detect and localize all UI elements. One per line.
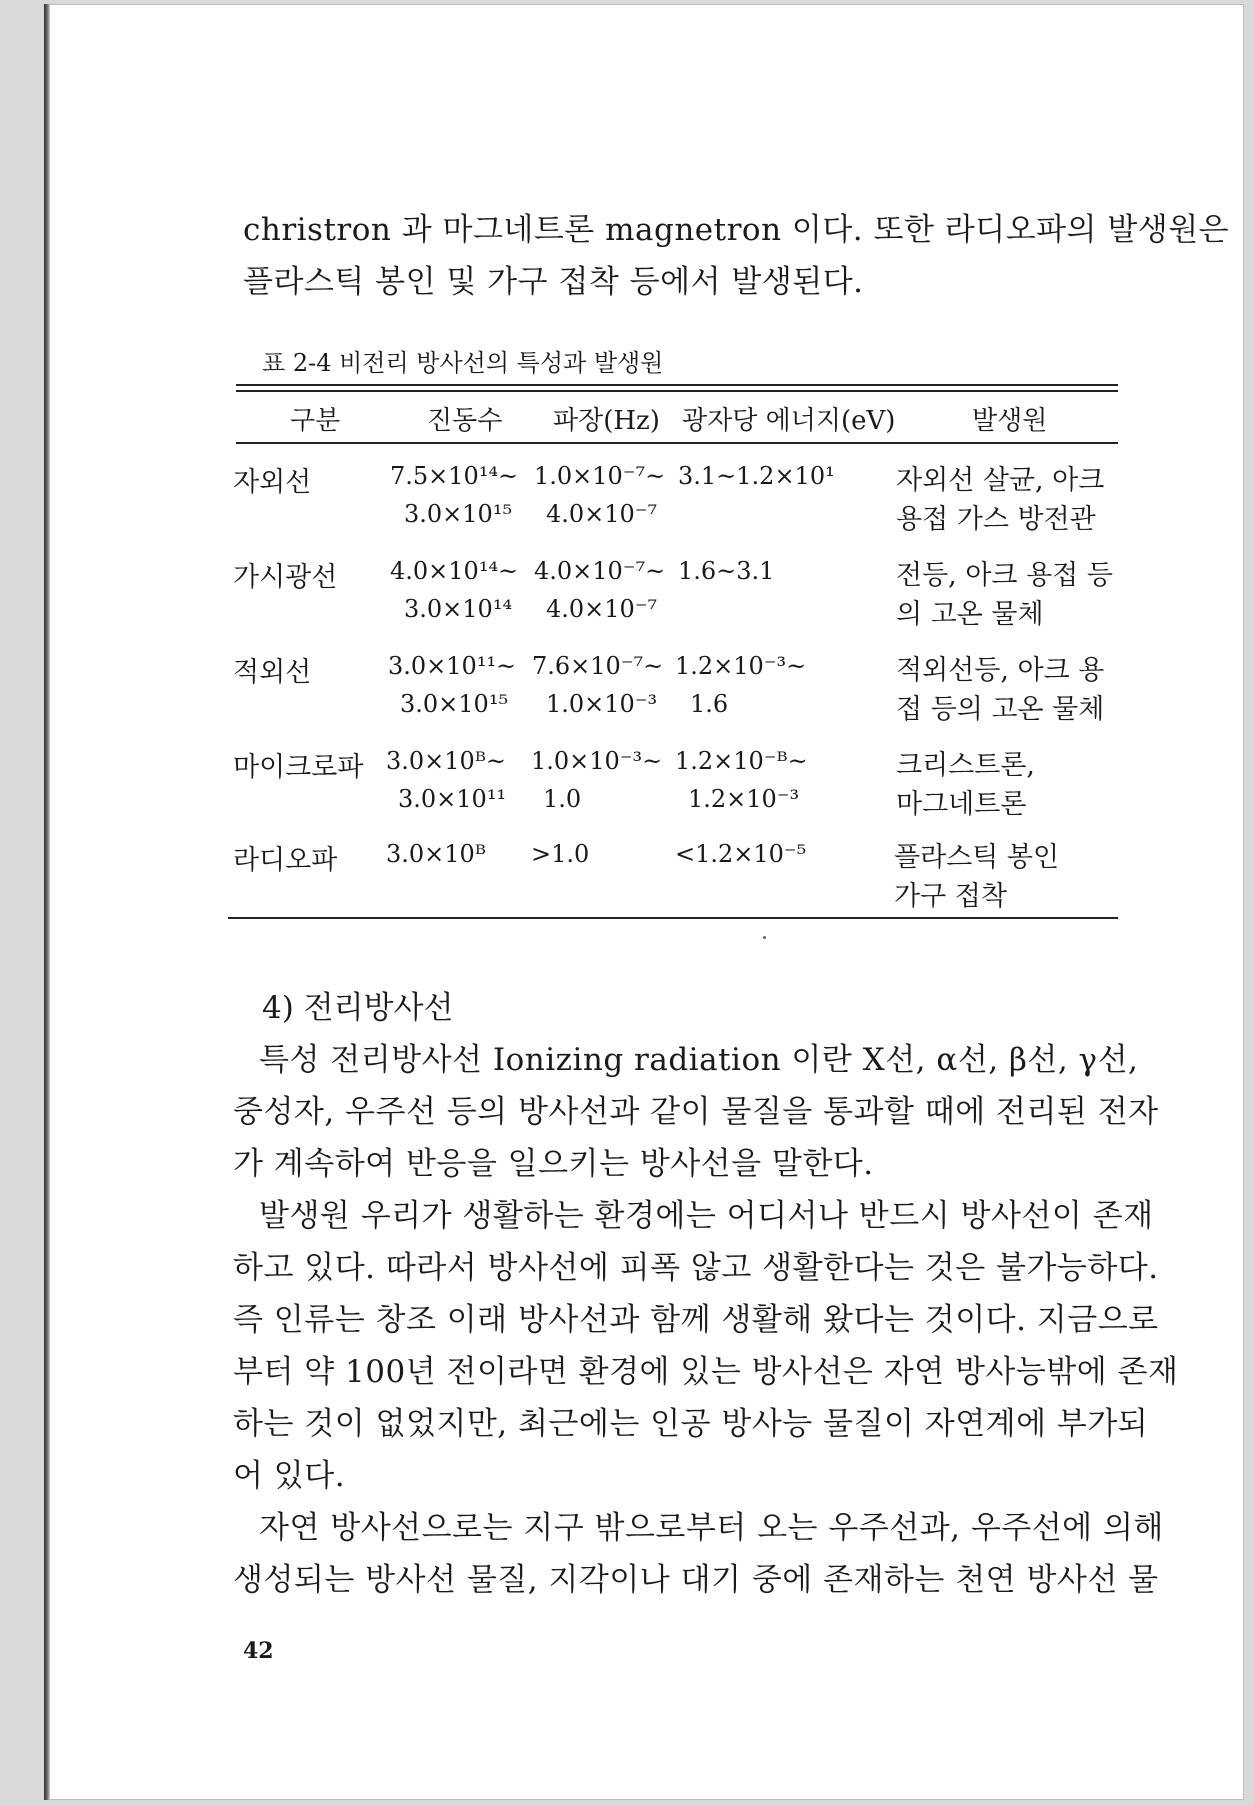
table-cell-energy: <1.2×10⁻⁵ (675, 840, 807, 868)
table-cell-source: 적외선등, 아크 용 (896, 655, 1105, 686)
table-cell-frequency: 7.5×10¹⁴~ (390, 462, 519, 490)
table-cell-wavelength: 4.0×10⁻⁷ (546, 595, 658, 623)
table-cell-frequency: 3.0×10¹¹~ (388, 652, 517, 680)
table-top-rule (236, 390, 1118, 392)
table-cell-wavelength: 4.0×10⁻⁷~ (534, 557, 666, 585)
table-row-name: 마이크로파 (233, 752, 364, 783)
table-cell-source: 자외선 살균, 아크 (896, 465, 1105, 496)
table-cell-source: 전등, 아크 용접 등 (896, 560, 1113, 591)
table-cell-frequency: 3.0×10¹¹ (398, 785, 507, 813)
page-number: 42 (243, 1638, 274, 1664)
table-cell-source: 플라스틱 봉인 (894, 842, 1060, 873)
body-line: 부터 약 100년 전이라면 환경에 있는 방사선은 자연 방사능밖에 존재 (233, 1354, 1179, 1390)
table-cell-frequency: 3.0×10¹⁵ (404, 500, 513, 528)
table-row-name: 자외선 (233, 467, 312, 498)
table-row-name: 가시광선 (233, 562, 338, 593)
body-line: 발생원 우리가 생활하는 환경에는 어디서나 반드시 방사선이 존재 (259, 1198, 1154, 1234)
table-cell-wavelength: 1.0 (543, 785, 582, 813)
table-cell-energy: 1.2×10⁻ᴮ~ (675, 747, 808, 775)
table-cell-source: 접 등의 고온 물체 (896, 694, 1105, 725)
table-cell-wavelength: 4.0×10⁻⁷ (546, 500, 658, 528)
table-cell-frequency: 3.0×10¹⁴ (404, 595, 513, 623)
table-cell-source: 용접 가스 방전관 (896, 504, 1096, 535)
body-line: 하는 것이 없었지만, 최근에는 인공 방사능 물질이 자연계에 부가되 (233, 1406, 1149, 1442)
intro-line: christron 과 마그네트론 magnetron 이다. 또한 라디오파의 발생원은 (243, 212, 1230, 248)
table-header-cell: 진동수 (427, 406, 503, 436)
table-cell-source: 크리스트론, (896, 750, 1035, 781)
table-cell-wavelength: 1.0×10⁻³~ (531, 747, 663, 775)
body-line: 특성 전리방사선 Ionizing radiation 이란 X선, α선, β선, γ선, (259, 1042, 1139, 1078)
table-cell-source: 마그네트론 (896, 789, 1027, 820)
body-line: 즉 인류는 창조 이래 방사선과 함께 생활해 왔다는 것이다. 지금으로 (233, 1302, 1159, 1338)
body-line: 생성되는 방사선 물질, 지각이나 대기 중에 존재하는 천연 방사선 물 (233, 1562, 1159, 1598)
table-row-name: 적외선 (233, 657, 312, 688)
table-cell-wavelength: 1.0×10⁻³ (546, 690, 658, 718)
table-cell-wavelength: 7.6×10⁻⁷~ (532, 652, 664, 680)
table-top-rule (236, 384, 1118, 386)
body-line: 자연 방사선으로는 지구 밖으로부터 오는 우주선과, 우주선에 의해 (259, 1510, 1164, 1546)
body-line: 어 있다. (233, 1458, 346, 1494)
table-cell-energy: 1.2×10⁻³ (688, 785, 800, 813)
table-header-cell: 구분 (290, 406, 341, 436)
table-cell-source: 의 고온 물체 (896, 599, 1044, 630)
table-header-rule (236, 442, 1118, 444)
table-header-cell: 파장(Hz) (553, 406, 660, 436)
book-spine (44, 4, 50, 1800)
body-line: 가 계속하여 반응을 일으키는 방사선을 말한다. (233, 1146, 874, 1182)
table-cell-frequency: 3.0×10¹⁵ (400, 690, 509, 718)
body-line: 중성자, 우주선 등의 방사선과 같이 물질을 통과할 때에 전리된 전자 (233, 1094, 1159, 1130)
table-bottom-rule (228, 917, 1118, 919)
table-header-cell: 광자당 에너지(eV) (682, 406, 896, 436)
table-row-name: 라디오파 (233, 845, 338, 876)
table-caption: 표 2-4 비전리 방사선의 특성과 발생원 (262, 349, 664, 377)
table-cell-energy: 1.2×10⁻³~ (675, 652, 807, 680)
section-heading: 4) 전리방사선 (262, 990, 454, 1026)
table-cell-energy: 1.6 (690, 690, 729, 718)
table-cell-energy: 1.6~3.1 (678, 557, 775, 585)
table-cell-wavelength: 1.0×10⁻⁷~ (534, 462, 666, 490)
table-cell-frequency: 4.0×10¹⁴~ (390, 557, 519, 585)
table-cell-wavelength: >1.0 (531, 840, 590, 868)
table-cell-frequency: 3.0×10ᴮ~ (386, 747, 507, 775)
speck (763, 936, 766, 939)
intro-line: 플라스틱 봉인 및 가구 접착 등에서 발생된다. (243, 264, 864, 300)
body-line: 하고 있다. 따라서 방사선에 피폭 않고 생활한다는 것은 불가능하다. (233, 1250, 1159, 1286)
table-cell-source: 가구 접착 (894, 881, 1007, 912)
table-cell-energy: 3.1~1.2×10¹ (678, 462, 835, 490)
table-header-cell: 발생원 (972, 406, 1048, 436)
table-cell-frequency: 3.0×10ᴮ (386, 840, 486, 868)
